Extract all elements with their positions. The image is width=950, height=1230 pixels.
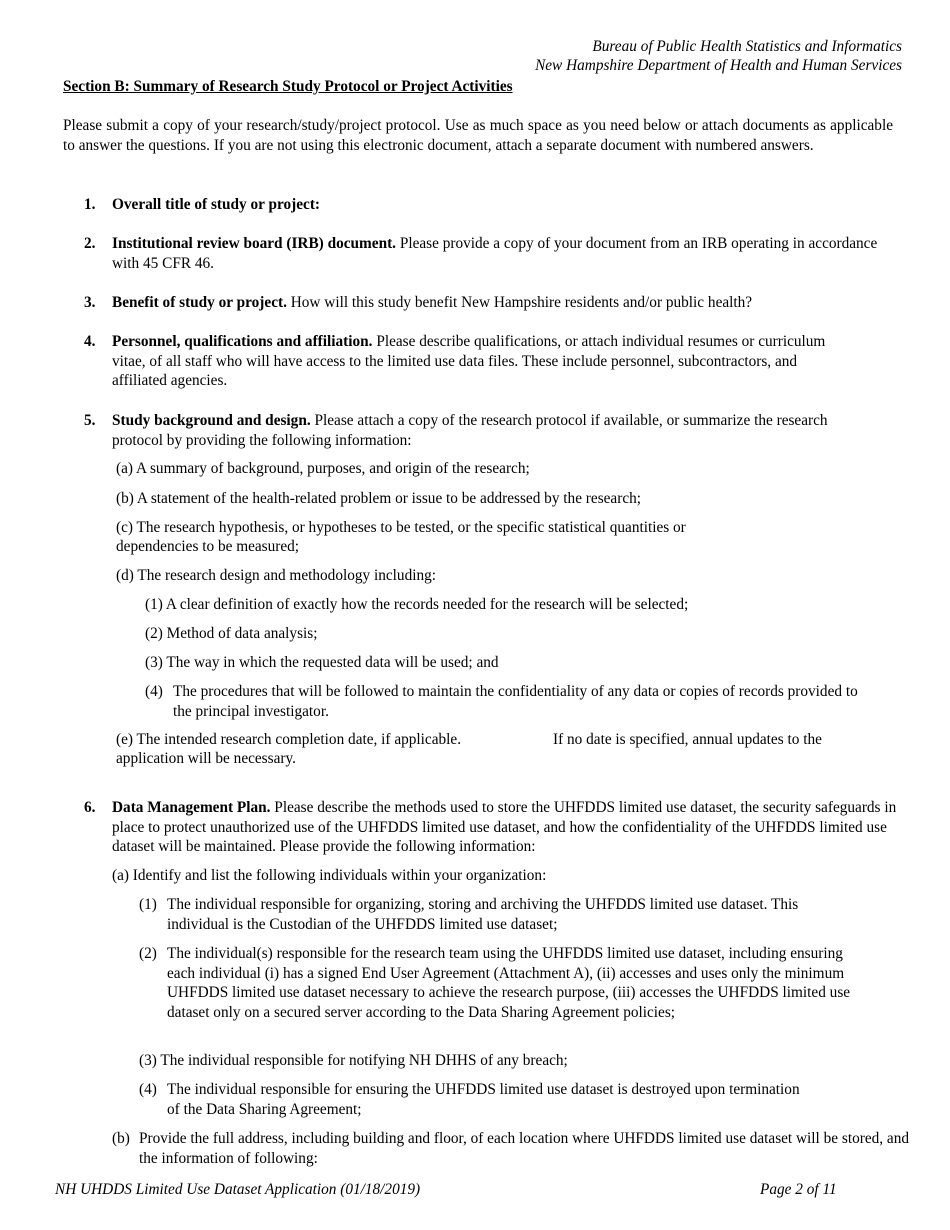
header-bureau: Bureau of Public Health Statistics and Informatics — [592, 38, 902, 55]
item-5-sub-c-line1: (c) The research hypothesis, or hypotheses to be tested, or the specific statistical quantities or — [116, 519, 686, 536]
item-1-heading: Overall title of study or project: — [112, 196, 321, 213]
item-6-sub-b-label: (b) — [112, 1130, 130, 1147]
item-3 — [112, 293, 902, 313]
item-number-2: 2. — [84, 235, 96, 252]
item-5-sub-d2: (2) Method of data analysis; — [145, 625, 318, 642]
item-6-sub-b-text: Provide the full address, including building and floor, of each location where UHFDDS limited use dataset will be stored, and the information of following: — [139, 1130, 910, 1167]
item-6-sub-a1-label: (1) — [139, 896, 157, 913]
footer-document-title: NH UHDDS Limited Use Dataset Application (01/18/2019) — [55, 1181, 421, 1198]
item-6-sub-a4-text: The individual responsible for ensuring the UHFDDS limited use dataset is destroyed upon termination of the Data Sharing Agreement; — [167, 1081, 800, 1118]
item-5-heading: Study background and design. — [112, 412, 311, 429]
item-6-sub-a: (a) Identify and list the following individuals within your organization: — [112, 867, 547, 884]
item-5-text: Please attach a copy of the research protocol if available, or summarize the research protocol by providing the following information: — [112, 412, 828, 449]
item-5-sub-a: (a) A summary of background, purposes, and origin of the research; — [116, 460, 530, 477]
item-6-text: Please describe the methods used to store the UHFDDS limited use dataset, the security safeguards in place to protect unauthorized use of the UHFDDS limited use dataset, and how the confidentiality of the UHFDDS limited use dataset will be maintained. Please provide the following information: — [112, 799, 897, 855]
item-number-3: 3. — [84, 294, 96, 311]
item-1 — [112, 195, 902, 215]
item-5 — [112, 411, 872, 450]
item-4 — [112, 332, 852, 391]
item-6-sub-a3: (3) The individual responsible for notifying NH DHHS of any breach; — [139, 1052, 568, 1069]
item-6-sub-a4-label: (4) — [139, 1081, 157, 1098]
item-5-sub-c-line2: dependencies to be measured; — [116, 538, 300, 555]
item-6 — [112, 798, 902, 857]
section-title: Section B: Summary of Research Study Protocol or Project Activities — [63, 78, 513, 95]
item-5-sub-e-line2: application will be necessary. — [116, 750, 296, 767]
footer-page-number: Page 2 of 11 — [760, 1181, 837, 1198]
item-5-sub-d4-text: The procedures that will be followed to maintain the confidentiality of any data or copies of records provided to the principal investigator. — [173, 683, 858, 720]
item-5-sub-d1: (1) A clear definition of exactly how the records needed for the research will be selected; — [145, 596, 689, 613]
item-number-5: 5. — [84, 412, 96, 429]
item-5-sub-e-part1: (e) The intended research completion date, if applicable. — [116, 731, 462, 748]
item-number-1: 1. — [84, 196, 96, 213]
item-6-sub-a1-text: The individual responsible for organizing, storing and archiving the UHFDDS limited use dataset. This individual is the Custodian of the UHFDDS limited use dataset; — [167, 896, 799, 933]
item-5-sub-d4-label: (4) — [145, 683, 163, 700]
item-4-heading: Personnel, qualifications and affiliation. — [112, 333, 373, 350]
item-5-sub-e-part2: If no date is specified, annual updates to the — [553, 731, 822, 748]
item-6-heading: Data Management Plan. — [112, 799, 271, 816]
item-2-text: Please provide a copy of your document from an IRB operating in accordance with 45 CFR 46. — [112, 235, 878, 272]
item-3-text: How will this study benefit New Hampshire residents and/or public health? — [286, 294, 753, 311]
intro-paragraph: Please submit a copy of your research/study/project protocol. Use as much space as you need below or attach documents as applicable to answer the questions. If you are not using this electronic document, attach a separate document with numbered answers. — [63, 117, 893, 154]
item-3-heading: Benefit of study or project. — [112, 294, 287, 311]
item-6-sub-a2-label: (2) — [139, 945, 157, 962]
item-5-sub-d3: (3) The way in which the requested data will be used; and — [145, 654, 499, 671]
item-6-sub-a2-text: The individual(s) responsible for the research team using the UHFDDS limited use dataset, including ensuring each individual (i) has a signed End User Agreement (Attachment A), (ii) accesses and uses only the minimum UHFDDS limited use dataset necessary to achieve the research purpose, (iii) accesses the UHFDDS limited use dataset only on a secured server according to the Data Sharing Agreement policies; — [167, 945, 851, 1021]
item-2 — [112, 234, 902, 273]
item-number-4: 4. — [84, 333, 96, 350]
item-5-sub-b: (b) A statement of the health-related problem or issue to be addressed by the research; — [116, 490, 642, 507]
header-department: New Hampshire Department of Health and Human Services — [535, 57, 902, 74]
item-2-heading: Institutional review board (IRB) document. — [112, 235, 396, 252]
item-4-text: Please describe qualifications, or attach individual resumes or curriculum vitae, of all staff who will have access to the limited use data files. These include personnel, subcontractors, and affiliated agencies. — [112, 333, 826, 389]
item-5-sub-d: (d) The research design and methodology including: — [116, 567, 437, 584]
item-number-6: 6. — [84, 799, 96, 816]
